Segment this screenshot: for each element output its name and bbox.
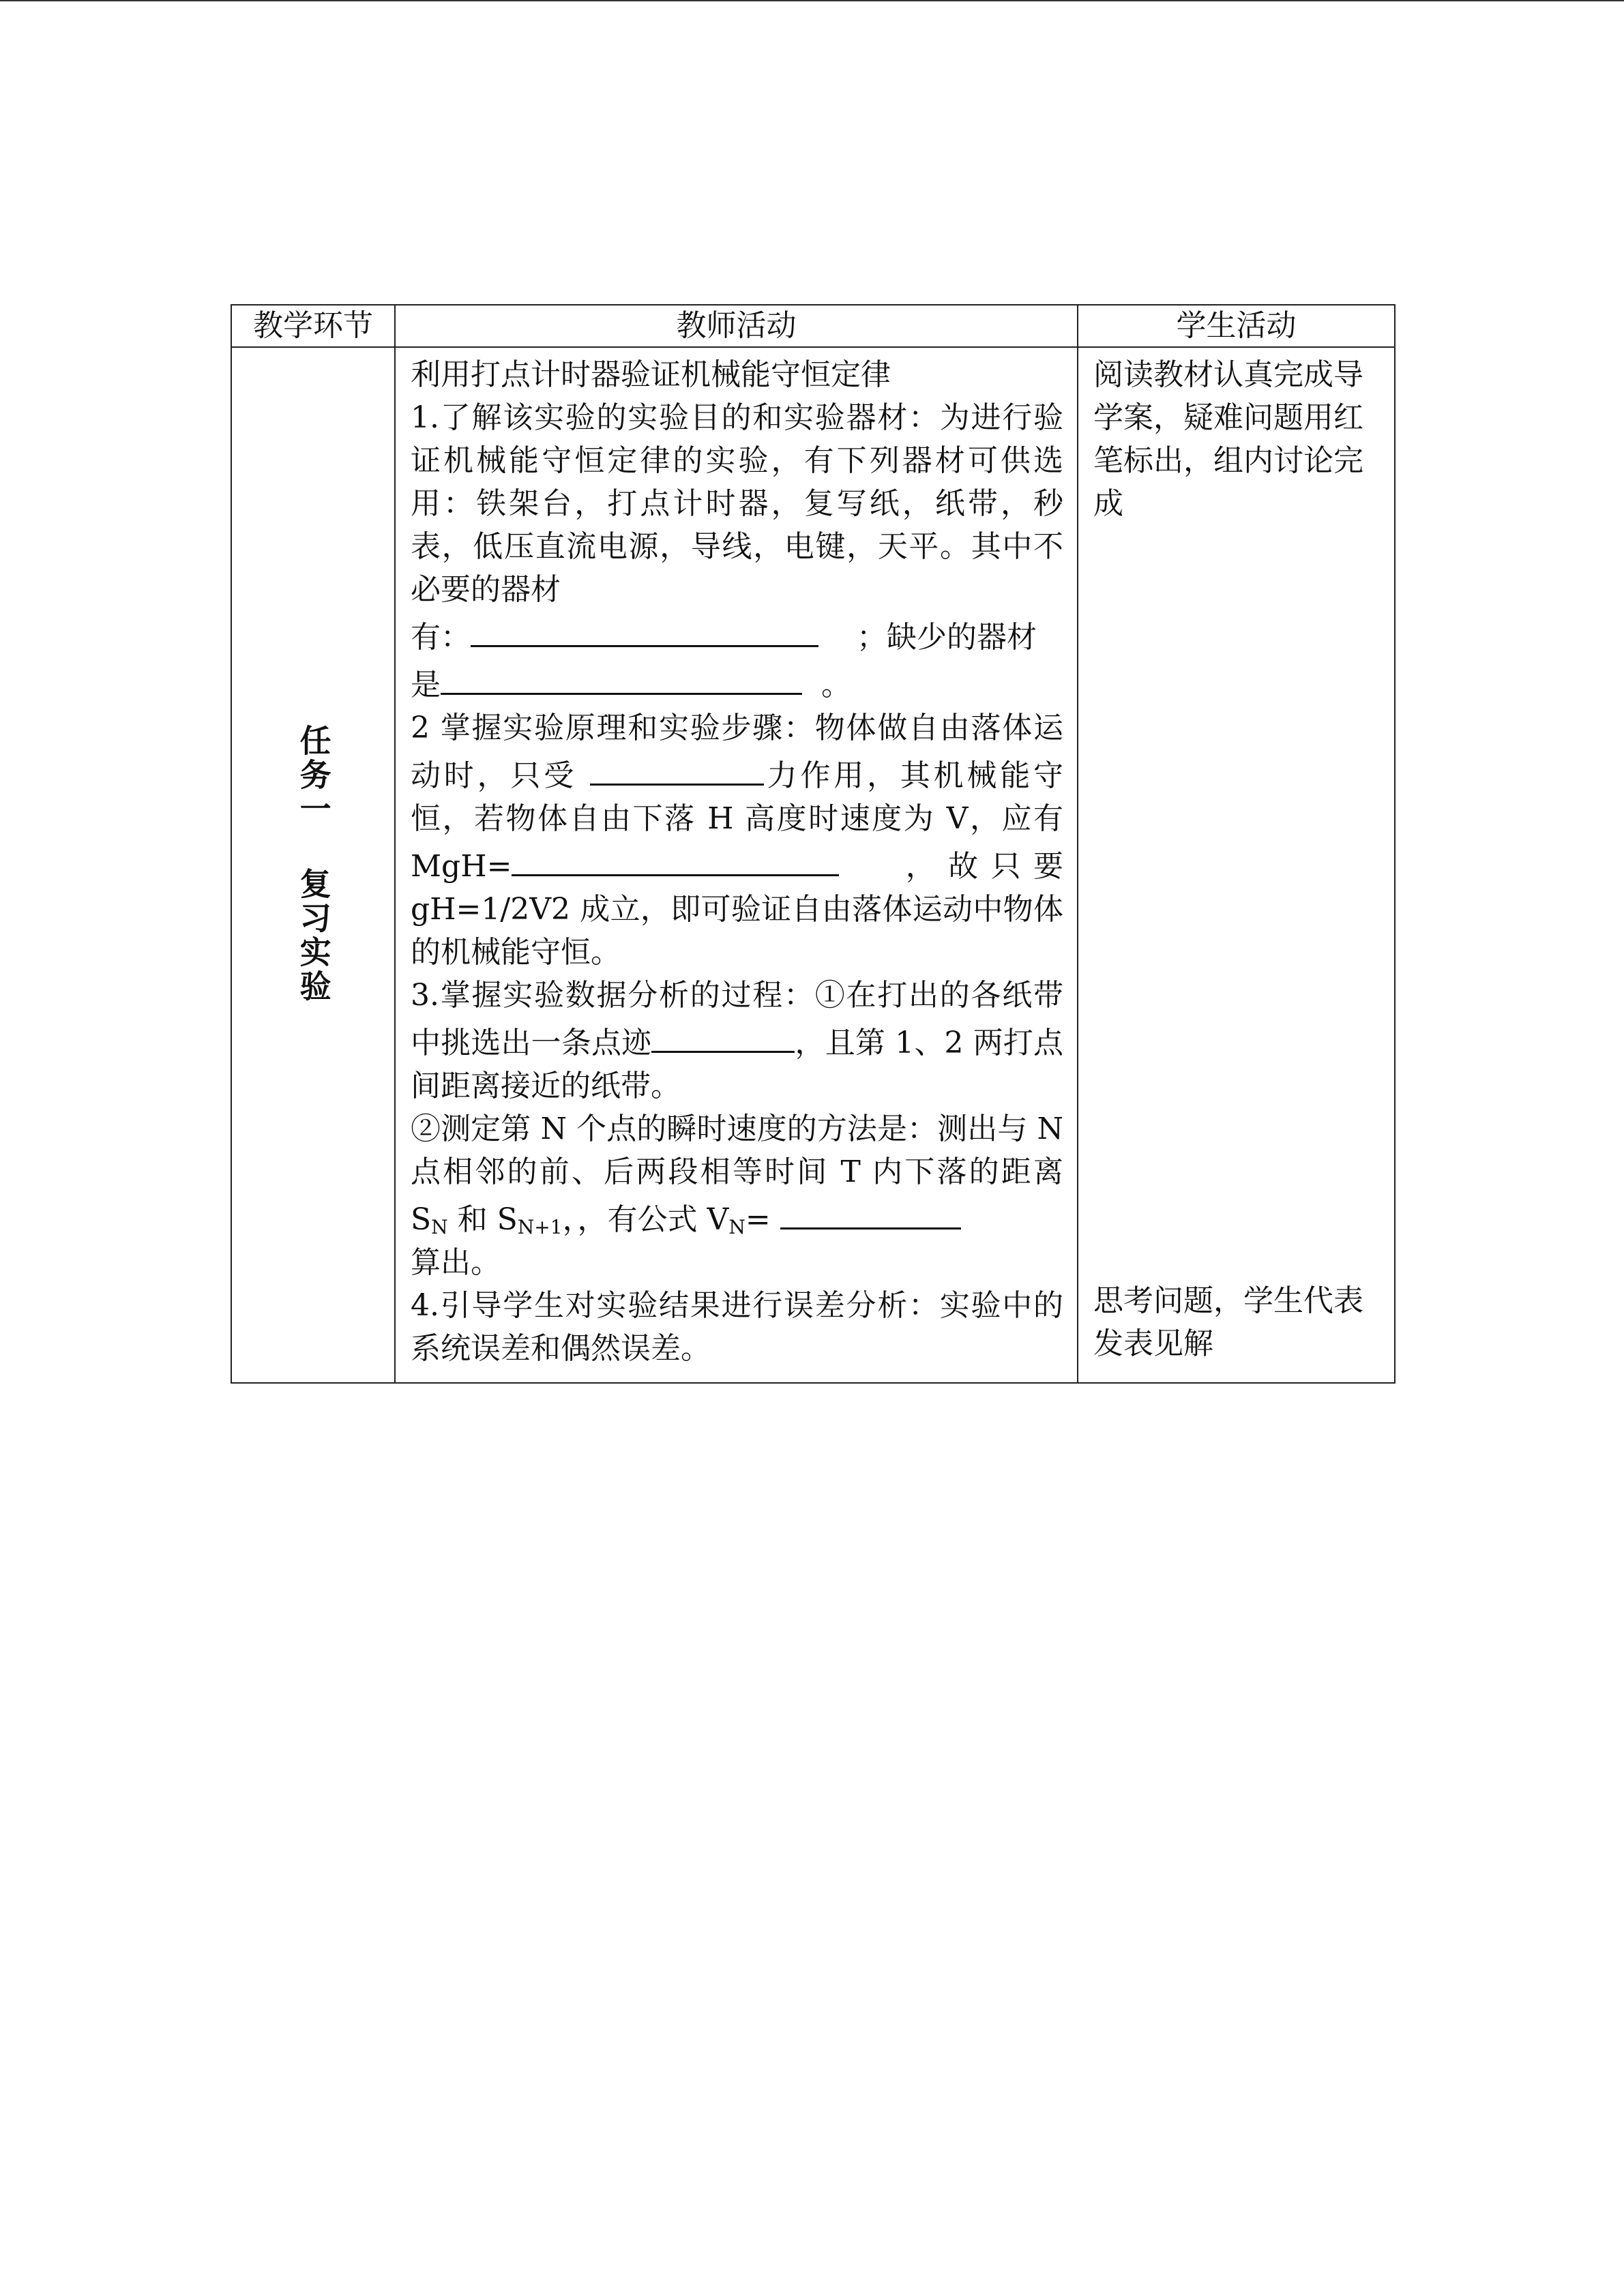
- item1-end: 。: [821, 668, 851, 702]
- item1-missing: ；缺少的器材: [856, 620, 1037, 655]
- stage-label-part1: 任务一: [295, 724, 332, 826]
- blank-velocity-formula: [780, 1193, 961, 1229]
- student-activity-top: 阅读教材认真完成导学案，疑难问题用红笔标出，组内讨论完成: [1093, 357, 1363, 521]
- header-student-activity: 学生活动: [1078, 305, 1395, 347]
- item3-end: 算出。: [411, 1245, 501, 1280]
- item3-c: ②测定第 N 个点的瞬时速度的方法是：测出与 N 点相邻的前、后两段相等时间 T 内下落的距离 S: [411, 1112, 1063, 1237]
- item1-is: 是: [411, 668, 441, 702]
- item1-text: 1.了解该实验的实验目的和实验器材：为进行验证机械能守恒定律的实验，有下列器材可供选用：铁架台，打点计时器，复写纸，纸带，秒表，低压直流电源，导线，电键，天平。其中不必要的器材: [411, 400, 1063, 607]
- sub-n: N: [431, 1216, 448, 1238]
- teacher-item-2: [411, 706, 1063, 974]
- student-activity-cell: [1078, 347, 1395, 1383]
- blank-mgh: [512, 840, 839, 876]
- item3-eq: =: [745, 1202, 780, 1237]
- lesson-plan-table: [231, 304, 1396, 1384]
- item3-a: 3.掌握实验数据分析的过程：①在打出的各纸带中挑选出一条点迹: [411, 978, 1063, 1060]
- teacher-activity-cell: [395, 347, 1078, 1383]
- stage-label-part2: 复习实验: [295, 867, 332, 1004]
- blank-force: [590, 749, 764, 786]
- page-top-border: [0, 0, 1624, 1]
- stage-cell: [231, 347, 395, 1383]
- item2-b: 力作用，其机械能守恒，若物体自由下落 H 高度时速度为 V，应有 MgH=: [411, 758, 1063, 884]
- teacher-item-3: [411, 974, 1063, 1284]
- item2-c: ，故只要 gH=1/2V2 成立，即可验证自由落体运动中物体的机械能守恒。: [411, 849, 1063, 970]
- blank-unnecessary-equipment: [471, 611, 818, 647]
- table-header-row: [231, 305, 1395, 347]
- sub-n1: N+1: [517, 1216, 563, 1238]
- blank-dot-trace: [651, 1017, 795, 1053]
- item3-formula: ，，有公式 V: [562, 1202, 729, 1237]
- sub-vn: N: [728, 1216, 745, 1238]
- header-stage: 教学环节: [231, 305, 395, 347]
- item3-b: ，且第 1、2 两打点间距离接近的纸带。: [411, 1026, 1064, 1103]
- table-row: [231, 347, 1395, 1383]
- item1-have: 有：: [411, 620, 471, 655]
- teacher-item-1: [411, 396, 1063, 706]
- item3-and: 和 S: [447, 1202, 518, 1237]
- teacher-title: 利用打点计时器验证机械能守恒定律: [411, 357, 891, 392]
- stage-label: [294, 724, 331, 1004]
- teacher-item-4: 4.引导学生对实验结果进行误差分析：实验中的系统误差和偶然误差。: [411, 1288, 1063, 1366]
- item2-a: 2 掌握实验原理和实验步骤：物体做自由落体运动时，只受: [411, 711, 1063, 793]
- header-teacher-activity: 教师活动: [395, 305, 1078, 347]
- student-activity-bottom: 思考问题，学生代表发表见解: [1093, 1283, 1363, 1361]
- blank-missing-equipment: [441, 659, 802, 695]
